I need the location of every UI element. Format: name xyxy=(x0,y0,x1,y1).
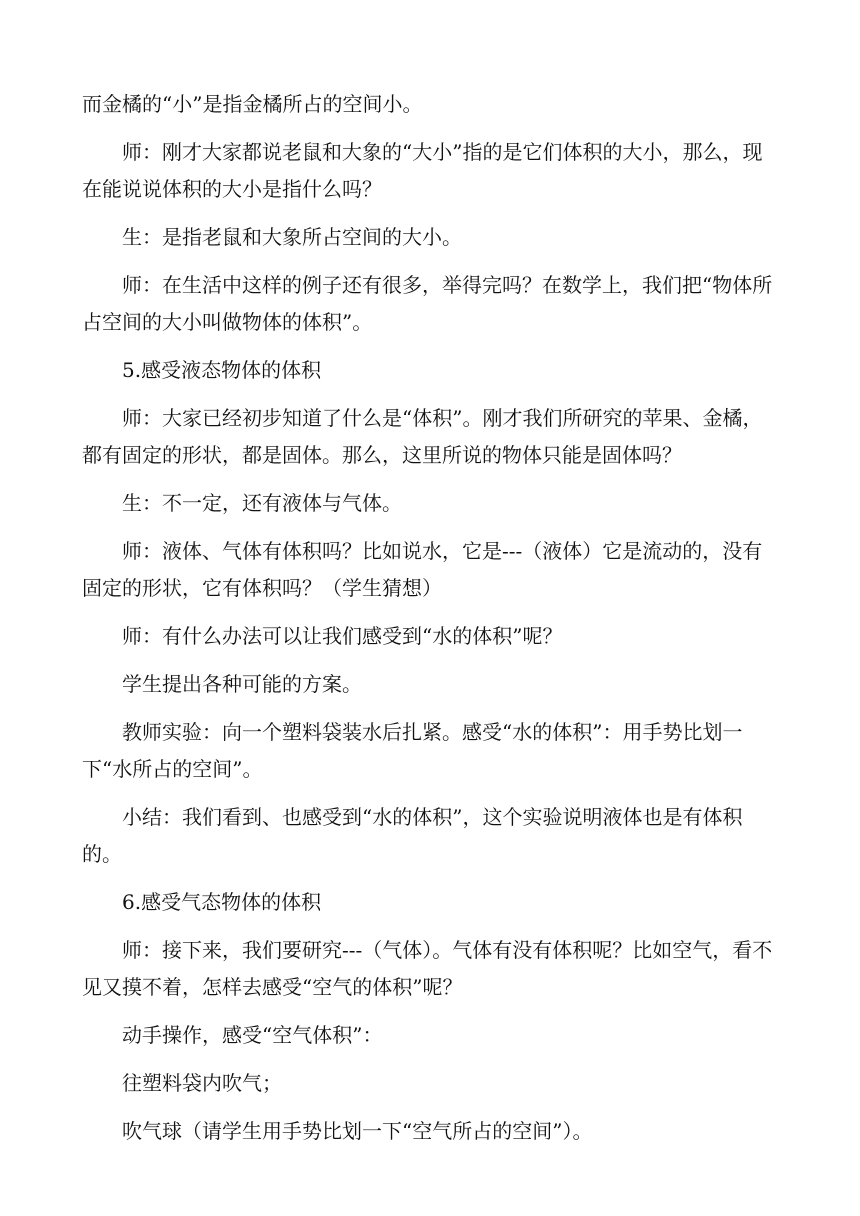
paragraph-volume-definition: 师：在生活中这样的例子还有很多，举得完吗？在数学上，我们把“物体所占空间的大小叫做物体的体积”。 xyxy=(82,273,773,334)
document-body xyxy=(82,86,777,1161)
paragraph-summary: 小结：我们看到、也感受到“水的体积”，这个实验说明液体也是有体积的。 xyxy=(82,805,743,866)
paragraph-gas-question: 师：接下来，我们要研究---（气体）。气体有没有体积呢？比如空气，看不见又摸不着，怎样去感受“空气的体积”呢？ xyxy=(82,938,773,999)
paragraph-solid-objects: 师：大家已经初步知道了什么是“体积”。刚才我们所研究的苹果、金橘，都有固定的形状，都是固体。那么，这里所说的物体只能是固体吗？ xyxy=(82,406,763,467)
paragraph-teacher-experiment: 教师实验：向一个塑料袋装水后扎紧。感受“水的体积”：用手势比划一下“水所占的空间”。 xyxy=(82,720,743,781)
paragraph-water-question: 师：液体、气体有体积吗？比如说水，它是---（液体）它是流动的，没有固定的形状，它有体积吗？（学生猜想） xyxy=(82,539,763,600)
paragraph-blow-bag: 往塑料袋内吹气； xyxy=(122,1071,282,1095)
paragraph-student-answer: 生：是指老鼠和大象所占空间的大小。 xyxy=(122,225,462,249)
section-heading-gas-volume: 6.感受气态物体的体积 xyxy=(122,890,322,914)
paragraph-feel-water: 师：有什么办法可以让我们感受到“水的体积”呢？ xyxy=(122,624,563,648)
paragraph-balloon: 吹气球（请学生用手势比划一下“空气所占的空间”）。 xyxy=(122,1119,593,1143)
paragraph-student-liquid-gas: 生：不一定，还有液体与气体。 xyxy=(122,491,402,515)
paragraph-continuation: 而金橘的“小”是指金橘所占的空间小。 xyxy=(82,92,423,116)
paragraph-hands-on: 动手操作，感受“空气体积”： xyxy=(122,1023,383,1047)
paragraph-teacher-question: 师：刚才大家都说老鼠和大象的“大小”指的是它们体积的大小，那么，现在能说说体积的大小是指什么吗？ xyxy=(82,140,763,201)
section-heading-liquid-volume: 5.感受液态物体的体积 xyxy=(122,358,322,382)
paragraph-student-plans: 学生提出各种可能的方案。 xyxy=(122,672,362,696)
